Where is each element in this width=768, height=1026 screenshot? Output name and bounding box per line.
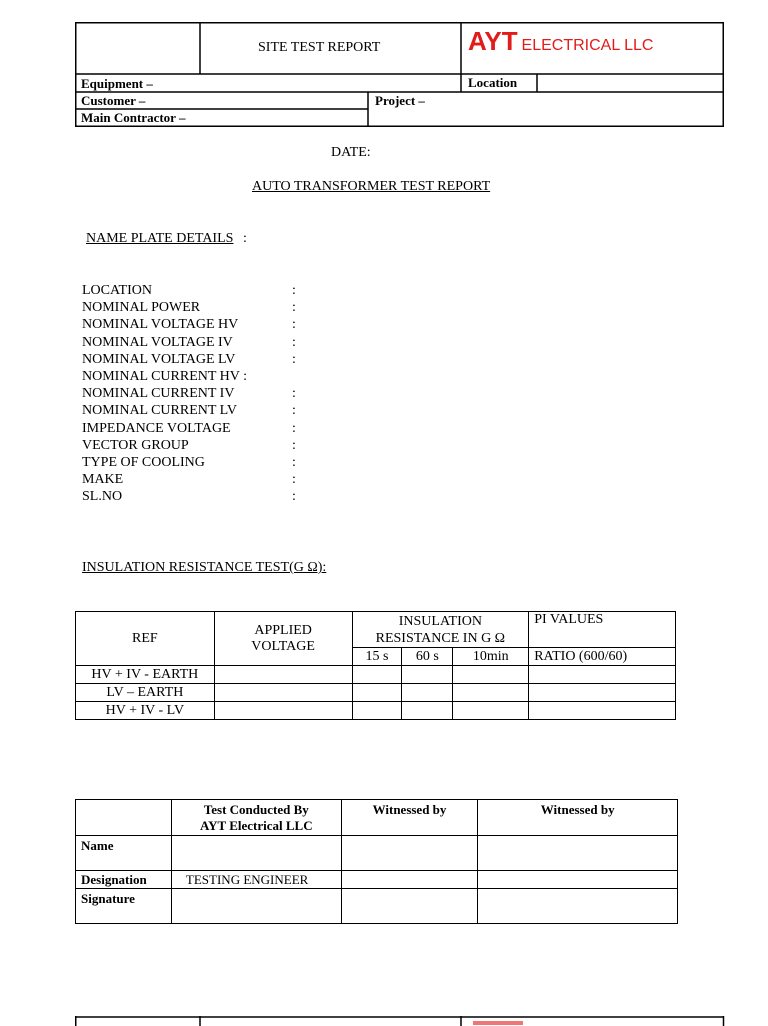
field-label: LOCATION <box>82 283 152 298</box>
nameplate-field <box>82 471 342 488</box>
designation-value: TESTING ENGINEER <box>171 871 341 889</box>
location-label: Location <box>468 75 518 90</box>
next-page-logo-fragment <box>473 1021 523 1025</box>
table-row <box>76 889 678 924</box>
field-colon: : <box>292 386 296 402</box>
col-ref-header: REF <box>76 612 215 666</box>
table-cell <box>478 836 678 871</box>
ir-line1: INSULATION <box>398 613 482 629</box>
table-cell <box>171 836 341 871</box>
main-contractor-label: Main Contractor – <box>81 110 186 125</box>
field-label: MAKE <box>82 472 124 488</box>
col-insulation-header <box>352 612 529 648</box>
nameplate-fields <box>82 282 342 505</box>
table-row <box>76 684 676 702</box>
table-cell <box>214 702 352 720</box>
table-cell <box>529 666 676 684</box>
field-label: NOMINAL POWER <box>82 300 201 316</box>
row-ref: HV + IV - LV <box>76 702 215 720</box>
nameplate-heading-text: NAME PLATE DETAILS <box>86 231 234 246</box>
table-cell <box>402 684 453 702</box>
name-label: Name <box>76 836 172 871</box>
field-colon: : <box>292 300 296 316</box>
table-row <box>76 702 676 720</box>
applied-line1: APPLIED <box>254 622 312 638</box>
company-name-sub: ELECTRICAL LLC <box>521 37 654 54</box>
nameplate-field <box>82 334 342 351</box>
customer-label: Customer – <box>81 93 146 108</box>
field-colon: : <box>292 420 296 436</box>
field-label: IMPEDANCE VOLTAGE <box>82 420 231 436</box>
company-logo <box>468 26 653 57</box>
next-page-header-fragment <box>75 1016 725 1026</box>
table-cell <box>529 684 676 702</box>
conducted-by-header <box>171 800 341 836</box>
table-cell <box>352 666 402 684</box>
table-cell <box>341 836 478 871</box>
table-cell <box>402 666 453 684</box>
field-label: SL.NO <box>82 489 123 505</box>
col-applied-voltage-header <box>214 612 352 666</box>
field-colon: : <box>292 283 296 298</box>
report-header <box>75 22 724 127</box>
sub-10min: 10min <box>453 648 529 666</box>
table-cell <box>529 702 676 720</box>
field-label: NOMINAL CURRENT LV <box>82 403 238 419</box>
applied-line2: VOLTAGE <box>251 638 315 654</box>
field-colon: : <box>292 351 296 367</box>
ir-line2: RESISTANCE IN G Ω <box>375 630 506 646</box>
table-cell <box>352 702 402 720</box>
table-cell <box>453 666 529 684</box>
nameplate-field <box>82 385 342 402</box>
table-cell <box>214 684 352 702</box>
field-colon: : <box>292 334 296 350</box>
conducted-line2: AYT Electrical LLC <box>199 817 313 833</box>
table-row <box>76 666 676 684</box>
nameplate-field <box>82 368 342 385</box>
sub-60s: 60 s <box>402 648 453 666</box>
table-row <box>76 836 678 871</box>
nameplate-heading-colon: : <box>242 231 247 246</box>
nameplate-field <box>82 351 342 368</box>
insulation-heading: INSULATION RESISTANCE TEST(G Ω): <box>82 560 327 575</box>
signoff-table <box>75 799 678 924</box>
field-label: NOMINAL CURRENT HV : <box>82 368 248 384</box>
nameplate-field <box>82 454 342 471</box>
field-colon: : <box>292 317 296 333</box>
nameplate-field <box>82 316 342 333</box>
table-cell <box>341 871 478 889</box>
sub-ratio: RATIO (600/60) <box>529 648 676 666</box>
field-colon: : <box>292 489 296 505</box>
table-row <box>76 871 678 889</box>
nameplate-heading <box>86 231 247 247</box>
conducted-line1: Test Conducted By <box>203 801 309 817</box>
col-pi-header: PI VALUES <box>529 612 676 648</box>
project-label: Project – <box>375 93 425 108</box>
table-cell <box>171 889 341 924</box>
row-ref: LV – EARTH <box>76 684 215 702</box>
field-label: TYPE OF COOLING <box>82 454 205 470</box>
nameplate-field <box>82 488 342 505</box>
nameplate-field <box>82 299 342 316</box>
equipment-label: Equipment – <box>81 76 153 91</box>
table-cell <box>478 889 678 924</box>
field-label: NOMINAL CURRENT IV <box>82 386 235 402</box>
field-colon: : <box>292 454 296 470</box>
row-ref: HV + IV - EARTH <box>76 666 215 684</box>
table-cell <box>402 702 453 720</box>
nameplate-field <box>82 282 342 299</box>
table-cell <box>478 871 678 889</box>
table-cell <box>76 800 172 836</box>
field-colon: : <box>292 437 296 453</box>
table-cell <box>352 684 402 702</box>
report-type-title: SITE TEST REPORT <box>258 40 381 55</box>
field-label: VECTOR GROUP <box>82 437 189 453</box>
field-label: NOMINAL VOLTAGE LV <box>82 351 236 367</box>
company-name-main: AYT <box>468 26 518 56</box>
table-cell <box>214 666 352 684</box>
field-colon: : <box>292 403 296 419</box>
nameplate-field <box>82 437 342 454</box>
nameplate-field <box>82 420 342 437</box>
field-label: NOMINAL VOLTAGE IV <box>82 334 233 350</box>
field-label: NOMINAL VOLTAGE HV <box>82 317 239 333</box>
sub-15s: 15 s <box>352 648 402 666</box>
signature-label: Signature <box>76 889 172 924</box>
table-cell <box>453 684 529 702</box>
witness2-header: Witnessed by <box>478 800 678 836</box>
insulation-table <box>75 611 676 720</box>
report-title: AUTO TRANSFORMER TEST REPORT <box>252 179 491 194</box>
table-cell <box>453 702 529 720</box>
designation-label: Designation <box>76 871 172 889</box>
date-label: DATE: <box>331 145 371 160</box>
nameplate-field <box>82 402 342 419</box>
table-cell <box>341 889 478 924</box>
field-colon: : <box>292 472 296 488</box>
witness1-header: Witnessed by <box>341 800 478 836</box>
